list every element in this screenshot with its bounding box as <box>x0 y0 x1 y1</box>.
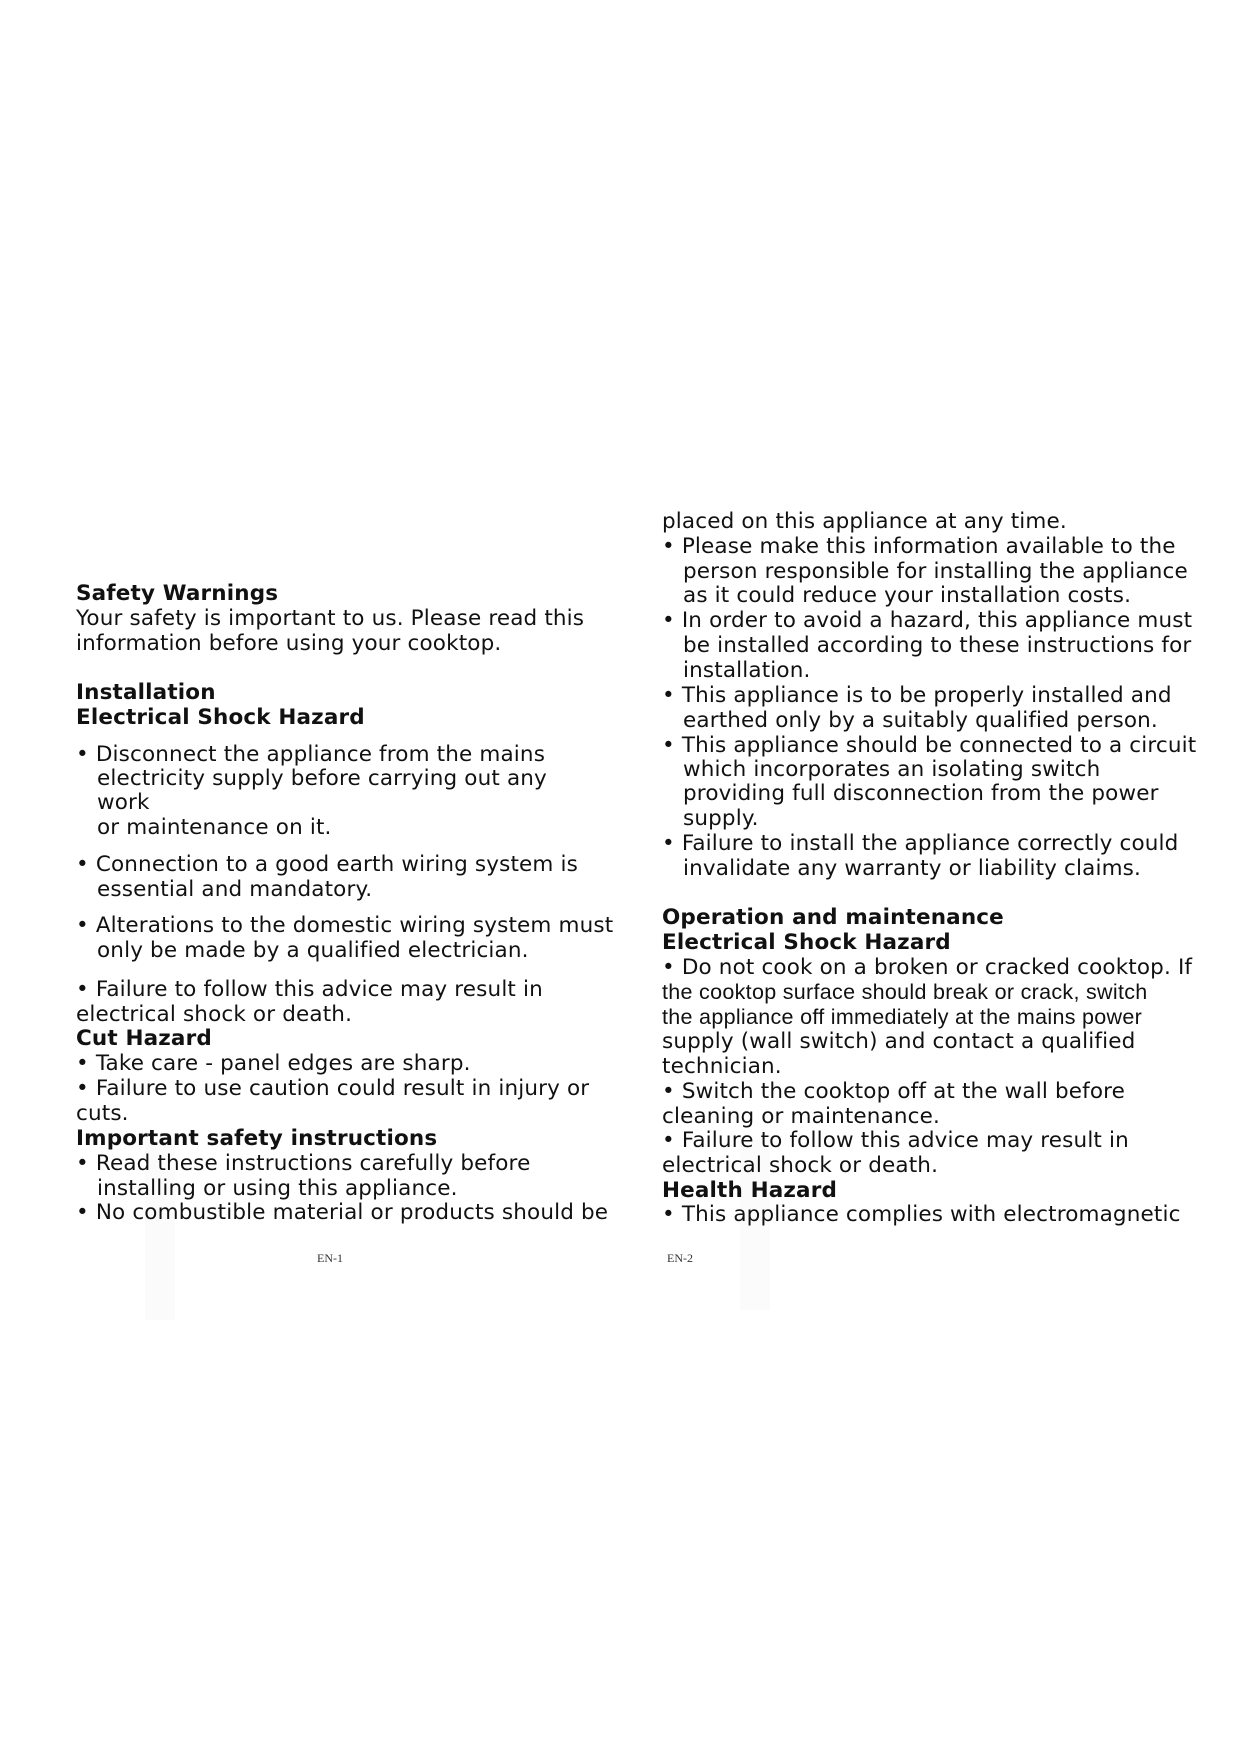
bullet-broken-cooktop-cont: supply (wall switch) and contact a qualified <box>662 1029 1136 1054</box>
bullet-circuit: • This appliance should be connected to a circuit <box>662 733 1197 758</box>
bullet-alterations: • Alterations to the domestic wiring system must <box>76 913 614 938</box>
bullet-make-available-cont: person responsible for installing the appliance <box>683 559 1188 584</box>
bullet-make-available: • Please make this information available to the <box>662 534 1176 559</box>
page-number-right: EN-2 <box>667 1251 693 1265</box>
bullet-failure-cont: electrical shock or death. <box>662 1153 939 1178</box>
important-instructions-heading: Important safety instructions <box>76 1126 438 1151</box>
bullet-disconnect: • Disconnect the appliance from the mains <box>76 742 546 767</box>
intro-line: Your safety is important to us. Please read this <box>76 606 585 631</box>
bullet-properly-installed-cont: earthed only by a suitably qualified person. <box>683 708 1158 733</box>
health-hazard-heading: Health Hazard <box>662 1178 837 1203</box>
bullet-caution: • Failure to use caution could result in injury or <box>76 1076 590 1101</box>
bullet-broken-cooktop: • Do not cook on a broken or cracked cooktop. If <box>662 955 1193 980</box>
bullet-disconnect-cont: work <box>97 790 150 815</box>
intro-line: information before using your cooktop. <box>76 631 502 656</box>
bullet-earth-cont: essential and mandatory. <box>97 877 373 902</box>
bullet-install-failure: • Failure to install the appliance correctly could <box>662 831 1179 856</box>
bullet-read-cont: installing or using this appliance. <box>97 1176 458 1201</box>
bullet-electromagnetic: • This appliance complies with electromagnetic <box>662 1202 1181 1227</box>
page-number-left: EN-1 <box>317 1251 343 1265</box>
cut-hazard-heading: Cut Hazard <box>76 1026 212 1051</box>
bullet-broken-cooktop-cont: technician. <box>662 1054 782 1079</box>
bullet-switch-off-cont: cleaning or maintenance. <box>662 1104 941 1129</box>
bullet-earth: • Connection to a good earth wiring system is <box>76 852 578 877</box>
bullet-circuit-cont: which incorporates an isolating switch <box>683 757 1101 782</box>
operation-heading: Operation and maintenance <box>662 905 1004 930</box>
continued-line: placed on this appliance at any time. <box>662 509 1067 534</box>
electrical-shock-heading: Electrical Shock Hazard <box>662 930 951 955</box>
bullet-failure: • Failure to follow this advice may result in <box>76 977 543 1002</box>
bullet-panel-edges: • Take care - panel edges are sharp. <box>76 1051 471 1076</box>
bullet-failure: • Failure to follow this advice may result in <box>662 1128 1129 1153</box>
bullet-properly-installed: • This appliance is to be properly installed and <box>662 683 1172 708</box>
bullet-read: • Read these instructions carefully before <box>76 1151 531 1176</box>
electrical-shock-heading: Electrical Shock Hazard <box>76 705 365 730</box>
bullet-install-failure-cont: invalidate any warranty or liability claims. <box>683 856 1141 881</box>
bullet-make-available-cont: as it could reduce your installation costs. <box>683 583 1132 608</box>
bullet-circuit-cont: supply. <box>683 806 759 831</box>
bullet-failure-cont: electrical shock or death. <box>76 1002 353 1027</box>
bullet-caution-cont: cuts. <box>76 1101 129 1126</box>
bullet-broken-cooktop-cont: the appliance off immediately at the mains power <box>662 1005 1143 1029</box>
bullet-disconnect-cont: electricity supply before carrying out any <box>97 766 547 791</box>
bullet-switch-off: • Switch the cooktop off at the wall before <box>662 1079 1126 1104</box>
bullet-avoid-hazard-cont: be installed according to these instructions for <box>683 633 1192 658</box>
bullet-avoid-hazard-cont: installation. <box>683 658 811 683</box>
bullet-disconnect-cont: or maintenance on it. <box>97 815 332 840</box>
bullet-combustible: • No combustible material or products should be <box>76 1200 609 1225</box>
bullet-broken-cooktop-cont: the cooktop surface should break or crack, switch <box>662 980 1148 1004</box>
safety-warnings-heading: Safety Warnings <box>76 581 279 606</box>
installation-heading: Installation <box>76 680 216 705</box>
bullet-alterations-cont: only be made by a qualified electrician. <box>97 938 529 963</box>
bullet-circuit-cont: providing full disconnection from the power <box>683 781 1159 806</box>
bullet-avoid-hazard: • In order to avoid a hazard, this appliance must <box>662 608 1193 633</box>
